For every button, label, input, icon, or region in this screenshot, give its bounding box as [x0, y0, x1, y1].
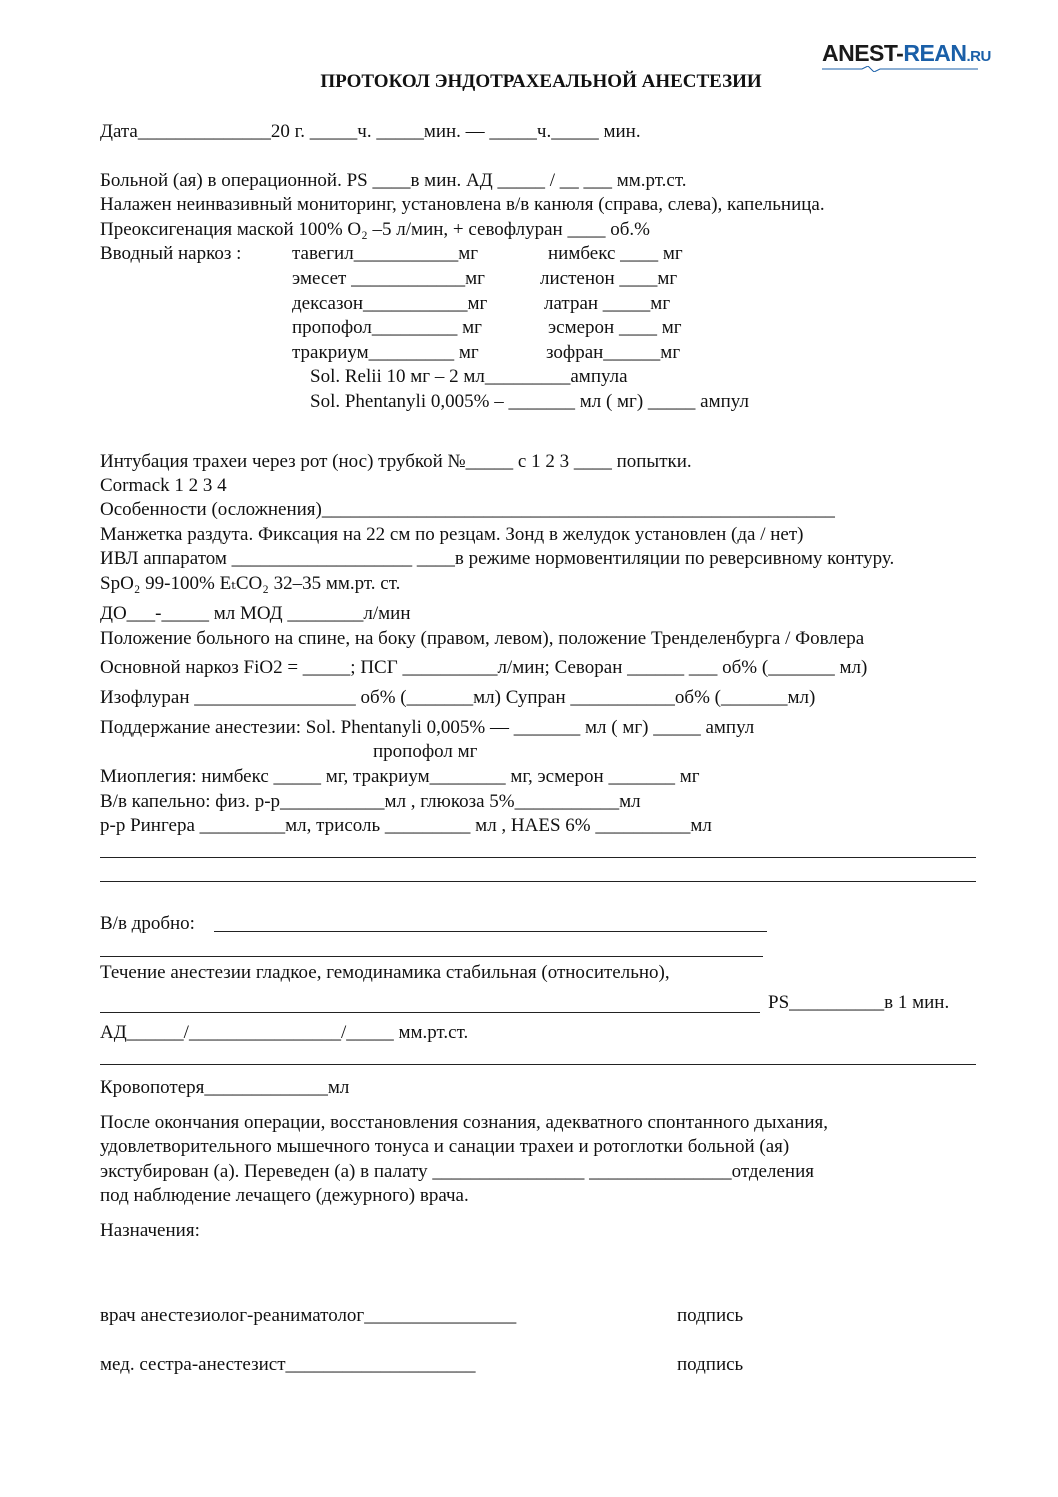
drug-latran: латран _____мг: [544, 293, 671, 314]
blank-line: [100, 1064, 976, 1065]
drug-listenon: листенон ____мг: [540, 268, 678, 289]
drug-propofol: пропофол_________ мг: [292, 317, 482, 338]
drug-trakrium: тракриум_________ мг: [292, 342, 479, 363]
spo2-line: SpO₂ 99-100% EₜCO₂ 32–35 мм.рт. ст.: [100, 573, 401, 594]
complications-line: Особенности (осложнения)______________________________________________________: [100, 499, 835, 520]
myoplegia-line: Миоплегия: нимбекс _____ мг, тракриум________ мг, эсмерон _______ мг: [100, 766, 700, 787]
date-line: Дата______________20 г. _____ч. _____мин. — _____ч._____ мин.: [100, 121, 641, 142]
conclusion-line-1: После окончания операции, восстановления сознания, адекватного спонтанного дыхания,: [100, 1112, 829, 1133]
bp-line: АД______/________________/_____ мм.рт.ст.: [100, 1022, 469, 1043]
course-line: Течение анестезии гладкое, гемодинамика стабильная (относительно),: [100, 962, 670, 983]
drug-phentanyl: Sol. Phentanyli 0,005% – _______ мл ( мг) _____ ампул: [310, 391, 749, 412]
drug-relii: Sol. Relii 10 мг – 2 мл_________ампула: [310, 366, 628, 387]
blank-line: [100, 857, 976, 858]
site-logo: [822, 40, 991, 67]
blood-loss-line: Кровопотеря_____________мл: [100, 1077, 350, 1098]
iv-fractional-label: В/в дробно:: [100, 913, 195, 934]
cuff-line: Манжетка раздута. Фиксация на 22 см по резцам. Зонд в желудок установлен (да / нет): [100, 524, 804, 545]
blank-line: [214, 931, 767, 932]
iv-drip-line: В/в капельно: физ. р-р___________мл , глюкоза 5%___________мл: [100, 791, 641, 812]
conclusion-line-2: удовлетворительного мышечного тонуса и санации трахеи и ротоглотки больной (ая): [100, 1136, 790, 1157]
anesthesiologist-line: врач анестезиолог-реаниматолог________________: [100, 1305, 517, 1326]
isoflurane-line: Изофлуран _________________ об% (_______мл) Супран ___________об% (_______мл): [100, 687, 816, 708]
cormack-line: Cormack 1 2 3 4: [100, 475, 227, 496]
logo-text-anest: ANEST-: [822, 40, 904, 66]
logo-text-ru: .RU: [966, 48, 991, 65]
drug-esmeron: эсмерон ____ мг: [548, 317, 682, 338]
blank-line: [100, 881, 976, 882]
blank-line: [100, 1012, 760, 1013]
page-title: ПРОТОКОЛ ЭНДОТРАХЕАЛЬНОЙ АНЕСТЕЗИИ: [320, 71, 762, 92]
ps-line: PS__________в 1 мин.: [768, 992, 950, 1013]
position-line: Положение больного на спине, на боку (правом, левом), положение Тренделенбурга / Фовлера: [100, 628, 865, 649]
logo-text-rean: REAN: [903, 40, 967, 66]
maintenance-line: Поддержание анестезии: Sol. Phentanyli 0,005% — _______ мл ( мг) _____ ампул: [100, 717, 755, 738]
signature-label-1: подпись: [677, 1305, 744, 1326]
nurse-line: мед. сестра-анестезист____________________: [100, 1354, 476, 1375]
tidal-volume-line: ДО___-_____ мл МОД ________л/мин: [100, 603, 411, 624]
prescriptions-label: Назначения:: [100, 1220, 200, 1241]
blank-line: [100, 956, 763, 957]
drug-emeset: эмесет ____________мг: [292, 268, 485, 289]
monitoring-line: Налажен неинвазивный мониторинг, установлена в/в канюля (справа, слева), капельница.: [100, 194, 825, 215]
ventilation-line: ИВЛ аппаратом ___________________ ____в режиме нормовентиляции по реверсивному контуру.: [100, 548, 895, 569]
preoxygenation-line: Преоксигенация маской 100% O₂ –5 л/мин, + севофлуран ____ об.%: [100, 219, 650, 240]
signature-label-2: подпись: [677, 1354, 744, 1375]
drug-dexazon: дексазон___________мг: [292, 293, 488, 314]
conclusion-line-4: под наблюдение лечащего (дежурного) врача.: [100, 1185, 469, 1206]
induction-label: Вводный наркоз :: [100, 243, 242, 264]
intubation-line: Интубация трахеи через рот (нос) трубкой №_____ с 1 2 3 ____ попытки.: [100, 451, 692, 472]
drug-zofran: зофран______мг: [546, 342, 681, 363]
patient-line: Больной (ая) в операционной. PS ____в мин. АД _____ / __ ___ мм.рт.ст.: [100, 170, 687, 191]
ringer-line: р-р Рингера _________мл, трисоль _________ мл , HAES 6% __________мл: [100, 815, 712, 836]
drug-nimbex: нимбекс ____ мг: [548, 243, 683, 264]
maintenance-propofol: пропофол мг: [373, 741, 478, 762]
main-anesthesia-line: Основной наркоз FiO2 = _____; ПСГ __________л/мин; Севоран ______ ___ об% (_______ мл): [100, 657, 868, 678]
drug-tavegil: тавегил___________мг: [292, 243, 479, 264]
conclusion-line-3: экстубирован (а). Переведен (а) в палату ________________ _______________отделения: [100, 1161, 814, 1182]
